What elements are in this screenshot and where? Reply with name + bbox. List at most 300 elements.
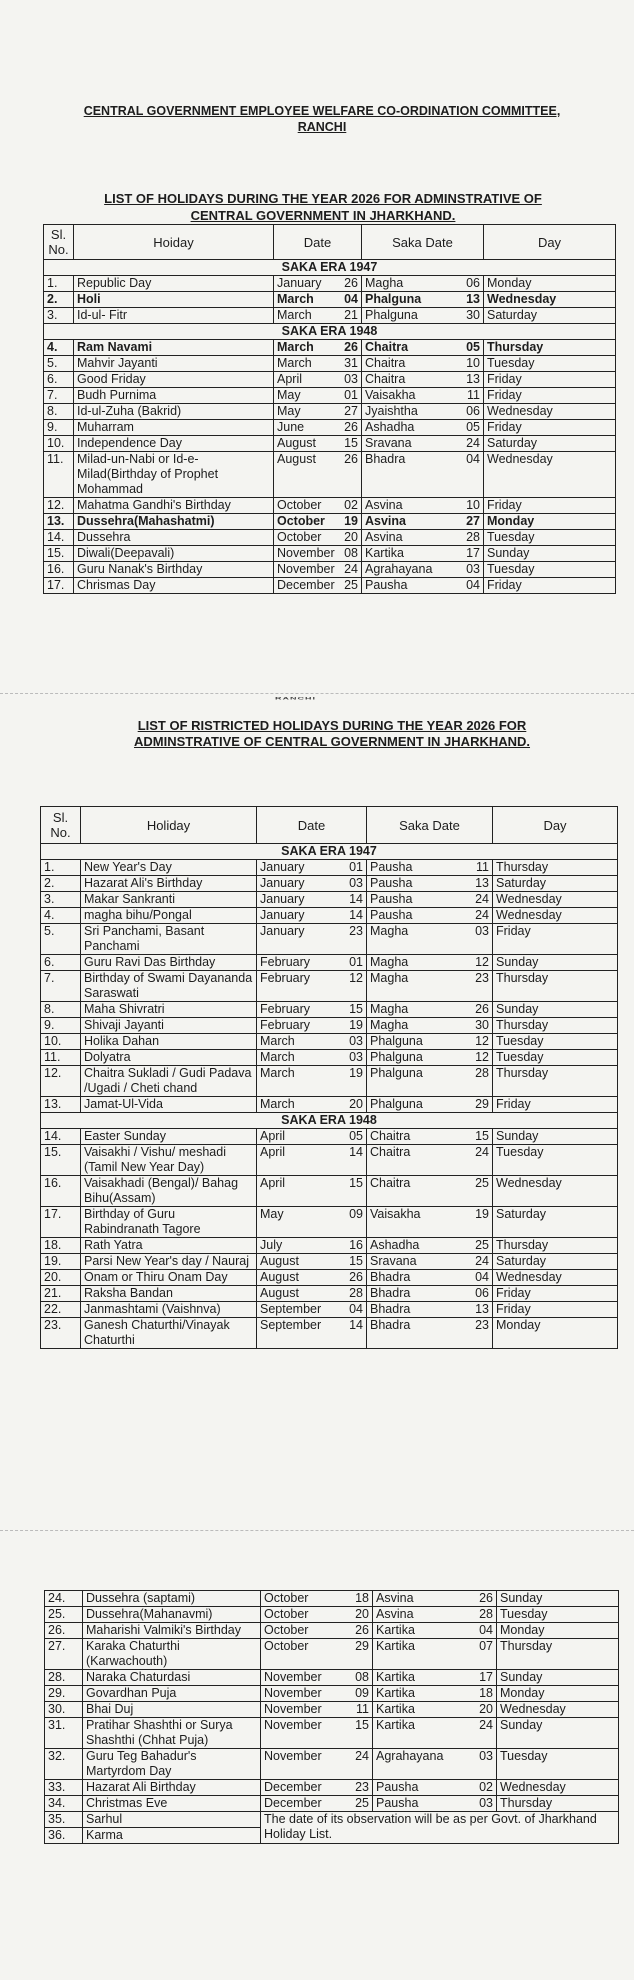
- holiday-name: Dussehra(Mahashatmi): [74, 514, 274, 530]
- saka-day: 23: [475, 1318, 489, 1332]
- holiday-saka-date: [362, 514, 484, 530]
- gazetted-holiday-table: [43, 224, 616, 594]
- date-day: 25: [355, 1796, 369, 1810]
- holiday-row: [41, 1176, 618, 1207]
- date-day: 23: [355, 1780, 369, 1794]
- holiday-saka-date: [367, 1002, 493, 1018]
- date-month: November: [264, 1670, 322, 1684]
- holiday-date: [274, 578, 362, 594]
- holiday-saka-date: [367, 1034, 493, 1050]
- holiday-name: Good Friday: [74, 372, 274, 388]
- saka-month: Magha: [370, 1002, 409, 1016]
- saka-day: 11: [476, 860, 489, 874]
- date-month: March: [277, 356, 312, 370]
- saka-month: Phalguna: [370, 1066, 423, 1080]
- holiday-name: Maharishi Valmiki's Birthday: [83, 1623, 261, 1639]
- holiday-date: [274, 452, 362, 498]
- holiday-date: [257, 1050, 367, 1066]
- date-day: 15: [349, 1002, 363, 1016]
- date-month: May: [277, 404, 301, 418]
- holiday-weekday: Saturday: [493, 876, 618, 892]
- serial-number: 8.: [41, 1002, 81, 1018]
- holiday-name: Mahatma Gandhi's Birthday: [74, 498, 274, 514]
- holiday-date: [257, 955, 367, 971]
- holiday-name: Pratihar Shashthi or Surya Shashthi (Chhat Puja): [83, 1718, 261, 1749]
- holiday-name: Dussehra(Mahanavmi): [83, 1607, 261, 1623]
- holiday-name: Naraka Chaturdasi: [83, 1670, 261, 1686]
- holiday-date: [257, 1207, 367, 1238]
- saka-month: Sravana: [365, 436, 412, 450]
- serial-number: 3.: [41, 892, 81, 908]
- holiday-weekday: Saturday: [493, 1207, 618, 1238]
- saka-day: 10: [466, 356, 480, 370]
- holiday-weekday: Monday: [493, 1318, 618, 1349]
- holiday-saka-date: [367, 1050, 493, 1066]
- holiday-row: [41, 1207, 618, 1238]
- date-day: 01: [349, 955, 363, 969]
- holiday-weekday: Sunday: [484, 546, 616, 562]
- holiday-date: [257, 924, 367, 955]
- date-day: 08: [344, 546, 358, 560]
- date-day: 04: [349, 1302, 363, 1316]
- holiday-row: [41, 924, 618, 955]
- holiday-row: [41, 1097, 618, 1113]
- holiday-saka-date: [362, 356, 484, 372]
- holiday-name: Easter Sunday: [81, 1129, 257, 1145]
- serial-number: 33.: [45, 1780, 83, 1796]
- saka-day: 30: [475, 1018, 489, 1032]
- holiday-name: Birthday of Guru Rabindranath Tagore: [81, 1207, 257, 1238]
- holiday-row: [44, 308, 616, 324]
- serial-number: 27.: [45, 1639, 83, 1670]
- holiday-weekday: Wednesday: [484, 404, 616, 420]
- saka-month: Bhadra: [370, 1270, 411, 1284]
- holiday-weekday: Wednesday: [484, 452, 616, 498]
- serial-number: 25.: [45, 1607, 83, 1623]
- holiday-weekday: Tuesday: [493, 1145, 618, 1176]
- holiday-weekday: Saturday: [484, 436, 616, 452]
- holiday-row: [45, 1702, 619, 1718]
- date-month: December: [264, 1780, 322, 1794]
- holiday-row: [44, 530, 616, 546]
- holiday-saka-date: [373, 1796, 497, 1812]
- col-header-holiday: Holiday: [81, 807, 257, 844]
- saka-month: Chaitra: [365, 372, 406, 386]
- date-month: May: [277, 388, 301, 402]
- holiday-saka-date: [373, 1749, 497, 1780]
- date-month: November: [277, 562, 335, 576]
- date-day: 19: [344, 514, 358, 528]
- holiday-name: Dussehra (saptami): [83, 1591, 261, 1607]
- holiday-weekday: Thursday: [497, 1639, 619, 1670]
- saka-day: 17: [466, 546, 480, 560]
- saka-era-label: SAKA ERA 1947: [44, 260, 616, 276]
- saka-month: Kartika: [376, 1639, 415, 1653]
- date-month: October: [264, 1639, 309, 1653]
- holiday-row: [41, 1034, 618, 1050]
- date-day: 15: [349, 1254, 363, 1268]
- date-month: March: [277, 340, 314, 354]
- holiday-name: Sri Panchami, Basant Panchami: [81, 924, 257, 955]
- date-day: 19: [349, 1066, 363, 1080]
- holiday-date: [261, 1591, 373, 1607]
- holiday-saka-date: [373, 1670, 497, 1686]
- holiday-row: [41, 971, 618, 1002]
- saka-day: 05: [466, 340, 480, 354]
- date-month: April: [260, 1176, 286, 1190]
- holiday-name: Christmas Eve: [83, 1796, 261, 1812]
- date-day: 03: [344, 372, 358, 386]
- holiday-weekday: Wednesday: [497, 1780, 619, 1796]
- section-row: [44, 324, 616, 340]
- holiday-name: Holika Dahan: [81, 1034, 257, 1050]
- saka-day: 24: [479, 1718, 493, 1732]
- holiday-weekday: Tuesday: [493, 1034, 618, 1050]
- date-day: 03: [349, 1034, 363, 1048]
- holiday-name: Mahvir Jayanti: [74, 356, 274, 372]
- date-day: 15: [355, 1718, 369, 1732]
- committee-heading: [40, 104, 604, 135]
- holiday-row: [44, 578, 616, 594]
- holiday-row: [44, 562, 616, 578]
- holiday-date: [257, 1302, 367, 1318]
- holiday-row: [41, 1270, 618, 1286]
- holiday-row: [45, 1812, 619, 1828]
- table-header-row: [41, 807, 618, 844]
- holiday-saka-date: [373, 1702, 497, 1718]
- saka-day: 03: [466, 562, 480, 576]
- saka-day: 28: [475, 1066, 489, 1080]
- holiday-date: [257, 1066, 367, 1097]
- date-day: 14: [349, 1318, 363, 1332]
- holiday-date: [274, 436, 362, 452]
- date-month: October: [264, 1607, 309, 1621]
- holiday-date: [274, 498, 362, 514]
- observation-note: The date of its observation will be as per Govt. of Jharkhand Holiday List.: [261, 1812, 619, 1844]
- holiday-row: [41, 1302, 618, 1318]
- holiday-saka-date: [362, 388, 484, 404]
- date-month: January: [260, 876, 305, 890]
- holiday-weekday: Thursday: [493, 1238, 618, 1254]
- holiday-weekday: Friday: [493, 1097, 618, 1113]
- holiday-row: [44, 452, 616, 498]
- holiday-row: [45, 1639, 619, 1670]
- date-day: 09: [355, 1686, 369, 1700]
- holiday-row: [44, 372, 616, 388]
- date-month: September: [260, 1302, 322, 1316]
- date-day: 15: [344, 436, 358, 450]
- saka-month: Bhadra: [370, 1318, 411, 1332]
- date-day: 20: [349, 1097, 363, 1111]
- holiday-row: [41, 1002, 618, 1018]
- holiday-name: Guru Nanak's Birthday: [74, 562, 274, 578]
- holiday-name: Budh Purnima: [74, 388, 274, 404]
- gazetted-list-title: LIST OF HOLIDAYS DURING THE YEAR 2026 FOR ADMINSTRATIVE OF CENTRAL GOVERNMENT IN JHARKHAND.: [104, 191, 542, 223]
- holiday-date: [274, 308, 362, 324]
- serial-number: 15.: [41, 1145, 81, 1176]
- saka-day: 03: [479, 1749, 493, 1763]
- holiday-saka-date: [373, 1623, 497, 1639]
- holiday-name: Chrismas Day: [74, 578, 274, 594]
- serial-number: 22.: [41, 1302, 81, 1318]
- saka-month: Pausha: [370, 892, 413, 906]
- holiday-row: [45, 1780, 619, 1796]
- date-day: 29: [355, 1639, 369, 1653]
- section-row: [41, 1113, 618, 1129]
- holiday-name: Shivaji Jayanti: [81, 1018, 257, 1034]
- holiday-row: [44, 546, 616, 562]
- holiday-saka-date: [367, 1097, 493, 1113]
- saka-month: Paushа: [376, 1780, 419, 1794]
- holiday-name: Holi: [74, 292, 274, 308]
- committee-city: RANCHI: [297, 119, 347, 134]
- saka-month: Chaitra: [370, 1145, 411, 1159]
- date-day: 14: [349, 892, 363, 906]
- serial-number: 15.: [44, 546, 74, 562]
- serial-number: 13.: [41, 1097, 81, 1113]
- holiday-date: [261, 1718, 373, 1749]
- holiday-weekday: Tuesday: [484, 356, 616, 372]
- holiday-weekday: Friday: [484, 578, 616, 594]
- holiday-name: Vaisakhadi (Bengal)/ Bahag Bihu(Assam): [81, 1176, 257, 1207]
- holiday-saka-date: [373, 1780, 497, 1796]
- serial-number: 31.: [45, 1718, 83, 1749]
- saka-day: 24: [475, 1254, 489, 1268]
- date-month: October: [277, 498, 322, 512]
- saka-day: 30: [466, 308, 480, 322]
- saka-day: 11: [467, 388, 480, 402]
- holiday-weekday: Wednesday: [493, 892, 618, 908]
- holiday-row: [41, 1050, 618, 1066]
- holiday-saka-date: [362, 292, 484, 308]
- serial-number: 2.: [41, 876, 81, 892]
- holiday-saka-date: [367, 1145, 493, 1176]
- holiday-date: [274, 292, 362, 308]
- holiday-weekday: Friday: [493, 1302, 618, 1318]
- holiday-name: Jamat-Ul-Vida: [81, 1097, 257, 1113]
- holiday-name: Govardhan Puja: [83, 1686, 261, 1702]
- holiday-date: [261, 1639, 373, 1670]
- holiday-saka-date: [367, 1286, 493, 1302]
- saka-day: 25: [475, 1238, 489, 1252]
- serial-number: 12.: [41, 1066, 81, 1097]
- date-day: 03: [349, 1050, 363, 1064]
- table-header-row: [44, 225, 616, 260]
- serial-number: 7.: [41, 971, 81, 1002]
- holiday-weekday: Monday: [497, 1686, 619, 1702]
- holiday-weekday: Monday: [484, 276, 616, 292]
- restricted-holiday-table: [40, 806, 618, 1349]
- col-header-day: Day: [493, 807, 618, 844]
- holiday-name: Muharram: [74, 420, 274, 436]
- saka-day: 04: [466, 452, 480, 466]
- holiday-date: [257, 1002, 367, 1018]
- saka-day: 23: [475, 971, 489, 985]
- holiday-row: [44, 356, 616, 372]
- holiday-weekday: Sunday: [497, 1718, 619, 1749]
- holiday-saka-date: [362, 546, 484, 562]
- holiday-saka-date: [367, 955, 493, 971]
- holiday-weekday: Tuesday: [484, 562, 616, 578]
- cut-heading-fragment: RANCHI: [275, 696, 316, 701]
- date-day: 11: [356, 1702, 369, 1716]
- date-month: August: [260, 1254, 299, 1268]
- holiday-weekday: Friday: [484, 388, 616, 404]
- holiday-date: [274, 372, 362, 388]
- saka-month: Bhadra: [370, 1302, 411, 1316]
- serial-number: 9.: [44, 420, 74, 436]
- date-day: 26: [344, 340, 358, 354]
- holiday-date: [257, 1097, 367, 1113]
- col-header-sl-no: Sl. No.: [41, 807, 81, 844]
- holiday-date: [257, 1254, 367, 1270]
- date-day: 21: [344, 308, 358, 322]
- holiday-saka-date: [362, 578, 484, 594]
- date-day: 15: [349, 1176, 363, 1190]
- col-header-day: Day: [484, 225, 616, 260]
- saka-day: 19: [475, 1207, 489, 1221]
- date-day: 14: [349, 1145, 363, 1159]
- saka-month: Kartika: [376, 1686, 415, 1700]
- holiday-row: [44, 514, 616, 530]
- date-month: February: [260, 955, 311, 969]
- holiday-date: [261, 1780, 373, 1796]
- saka-day: 27: [466, 514, 480, 528]
- holiday-weekday: Thursday: [493, 971, 618, 1002]
- holiday-name: Bhai Duj: [83, 1702, 261, 1718]
- saka-month: Phalguna: [365, 292, 422, 306]
- saka-day: 13: [475, 876, 489, 890]
- date-day: 09: [349, 1207, 363, 1221]
- holiday-weekday: Tuesday: [493, 1050, 618, 1066]
- holiday-date: [257, 860, 367, 876]
- serial-number: 9.: [41, 1018, 81, 1034]
- date-day: 26: [344, 276, 358, 290]
- serial-number: 19.: [41, 1254, 81, 1270]
- date-month: January: [260, 908, 305, 922]
- serial-number: 24.: [45, 1591, 83, 1607]
- holiday-name: Birthday of Swami Dayananda Saraswati: [81, 971, 257, 1002]
- serial-number: 3.: [44, 308, 74, 324]
- holiday-name: Sarhul: [83, 1812, 261, 1828]
- date-day: 12: [349, 971, 363, 985]
- holiday-name: Dolyatra: [81, 1050, 257, 1066]
- date-month: October: [277, 514, 325, 528]
- serial-number: 7.: [44, 388, 74, 404]
- date-day: 01: [344, 388, 358, 402]
- date-day: 01: [349, 860, 363, 874]
- serial-number: 35.: [45, 1812, 83, 1828]
- section-row: [41, 844, 618, 860]
- saka-month: Pausha: [370, 860, 413, 874]
- date-day: 24: [344, 562, 358, 576]
- holiday-weekday: Sunday: [497, 1591, 619, 1607]
- holiday-name: Chaitra Sukladi / Gudi Padava /Ugadi / Cheti chand: [81, 1066, 257, 1097]
- saka-day: 12: [475, 955, 489, 969]
- date-month: August: [277, 452, 316, 466]
- holiday-name: Parsi New Year's day / Nauraj: [81, 1254, 257, 1270]
- holiday-weekday: Monday: [497, 1623, 619, 1639]
- date-day: 24: [355, 1749, 369, 1763]
- holiday-date: [274, 546, 362, 562]
- holiday-weekday: Wednesday: [493, 1270, 618, 1286]
- saka-day: 24: [475, 892, 489, 906]
- date-day: 05: [349, 1129, 363, 1143]
- serial-number: 26.: [45, 1623, 83, 1639]
- serial-number: 20.: [41, 1270, 81, 1286]
- holiday-name: Dussehra: [74, 530, 274, 546]
- holiday-saka-date: [367, 971, 493, 1002]
- holiday-row: [41, 1145, 618, 1176]
- saka-month: Kartika: [365, 546, 404, 560]
- saka-day: 15: [475, 1129, 489, 1143]
- saka-month: Chaitra: [370, 1129, 411, 1143]
- holiday-weekday: Saturday: [484, 308, 616, 324]
- date-month: March: [260, 1066, 295, 1080]
- saka-month: Asvina: [365, 514, 406, 528]
- saka-month: Sravana: [370, 1254, 417, 1268]
- saka-month: Jyaishtha: [365, 404, 418, 418]
- date-day: 26: [344, 420, 358, 434]
- date-month: November: [264, 1686, 322, 1700]
- date-day: 23: [349, 924, 363, 938]
- saka-day: 24: [475, 1145, 489, 1159]
- saka-day: 24: [475, 908, 489, 922]
- saka-month: Bhadra: [365, 452, 406, 466]
- holiday-name: Karma: [83, 1828, 261, 1844]
- date-month: February: [260, 1018, 311, 1032]
- serial-number: 6.: [41, 955, 81, 971]
- holiday-weekday: Thursday: [493, 860, 618, 876]
- saka-month: Magha: [370, 1018, 409, 1032]
- holiday-saka-date: [367, 1176, 493, 1207]
- holiday-row: [44, 498, 616, 514]
- saka-month: Asvina: [365, 530, 403, 544]
- saka-day: 03: [479, 1796, 493, 1810]
- restricted-holiday-table-continued: [44, 1590, 619, 1844]
- holiday-saka-date: [362, 308, 484, 324]
- holiday-row: [45, 1607, 619, 1623]
- holiday-name: Makar Sankranti: [81, 892, 257, 908]
- saka-day: 06: [475, 1286, 489, 1300]
- saka-day: 04: [475, 1270, 489, 1284]
- saka-era-label: SAKA ERA 1948: [44, 324, 616, 340]
- saka-month: Asvina: [365, 498, 403, 512]
- saka-month: Kartika: [376, 1702, 415, 1716]
- holiday-name: Independence Day: [74, 436, 274, 452]
- holiday-row: [41, 1286, 618, 1302]
- holiday-weekday: Friday: [484, 420, 616, 436]
- saka-month: Agrahayana: [376, 1749, 444, 1763]
- holiday-row: [45, 1686, 619, 1702]
- saka-day: 07: [479, 1639, 493, 1653]
- serial-number: 36.: [45, 1828, 83, 1844]
- serial-number: 13.: [44, 514, 74, 530]
- holiday-row: [44, 292, 616, 308]
- date-month: February: [260, 971, 311, 985]
- saka-day: 28: [466, 530, 480, 544]
- holiday-weekday: Friday: [493, 924, 618, 955]
- holiday-date: [257, 1145, 367, 1176]
- holiday-row: [41, 1129, 618, 1145]
- holiday-saka-date: [367, 892, 493, 908]
- holiday-saka-date: [367, 1018, 493, 1034]
- date-month: May: [260, 1207, 284, 1221]
- serial-number: 1.: [44, 276, 74, 292]
- holiday-weekday: Thursday: [497, 1796, 619, 1812]
- holiday-row: [41, 1254, 618, 1270]
- holiday-weekday: Wednesday: [497, 1702, 619, 1718]
